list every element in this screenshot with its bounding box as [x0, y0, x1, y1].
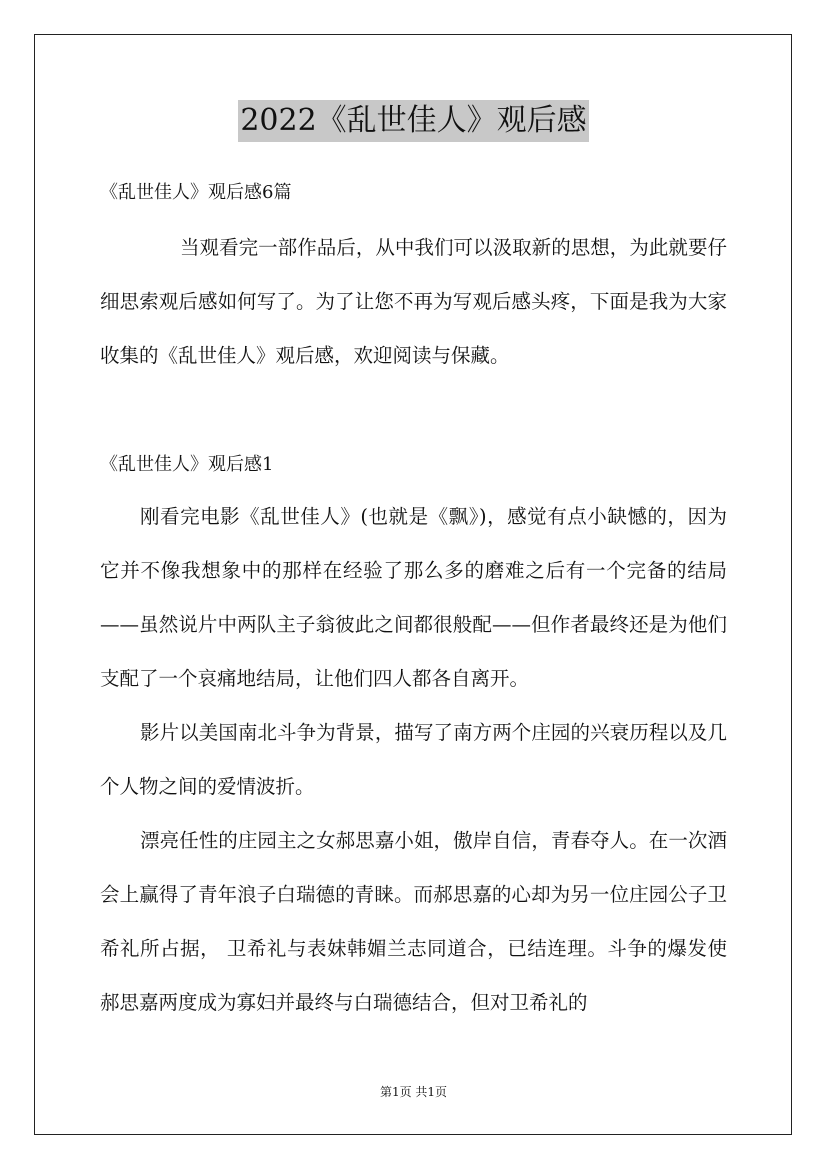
- review-body: [100, 490, 727, 1030]
- body-paragraph: 漂亮任性的庄园主之女郝思嘉小姐，傲岸自信，青春夺人。在一次酒会上赢得了青年浪子白瑞德的青睐。而郝思嘉的心却为另一位庄园公子卫希礼所占据， 卫希礼与表妹韩媚兰志同道合，已结连理。斗争的爆发使郝思嘉两度成为寡妇并最终与白瑞德结合，但对卫希礼的: [100, 829, 727, 1014]
- document-title: 2022《乱世佳人》观后感: [238, 100, 588, 142]
- body-paragraph: 影片以美国南北斗争为背景，描写了南方两个庄园的兴衰历程以及几个人物之间的爱情波折。: [100, 721, 727, 798]
- section-heading-overview: 《乱世佳人》观后感6篇: [100, 182, 292, 203]
- body-paragraph: 刚看完电影《乱世佳人》(也就是《飘》)，感觉有点小缺憾的，因为它并不像我想象中的那样在经验了那么多的磨难之后有一个完备的结局——虽然说片中两队主子翁彼此之间都很般配——但作者最终还是为他们支配了一个哀痛地结局，让他们四人都各自离开。: [100, 505, 727, 690]
- title-wrap: [0, 100, 827, 142]
- page-footer: 第1页 共1页: [379, 1085, 448, 1099]
- section-heading-review-1: 《乱世佳人》观后感1: [100, 454, 274, 475]
- intro-block: [100, 221, 727, 383]
- intro-paragraph: 当观看完一部作品后，从中我们可以汲取新的思想，为此就要仔细思索观后感如何写了。为了让您不再为写观后感头疼，下面是我为大家收集的《乱世佳人》观后感，欢迎阅读与保藏。: [100, 236, 727, 367]
